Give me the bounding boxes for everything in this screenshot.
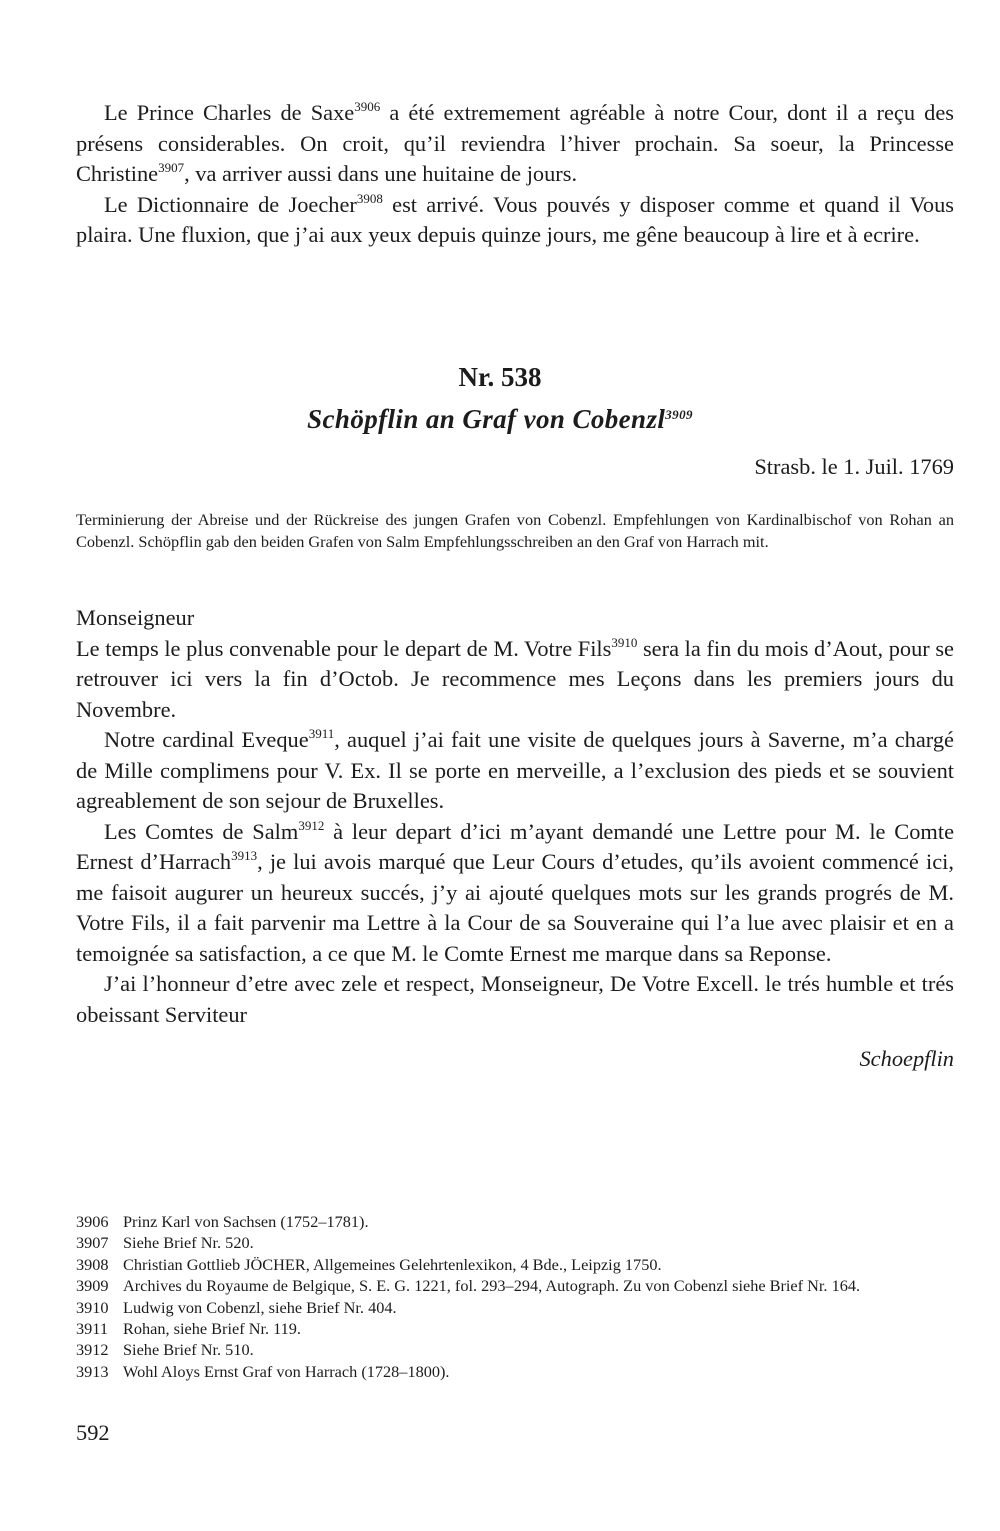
footnote-text: Siehe Brief Nr. 520. [123,1233,254,1253]
paragraph: Le temps le plus convenable pour le depart de M. Votre Fils$^{3910}$ sera la fin du mois d’Aout, pour se retrouver ici vers la fin d’Octob. Je recommence mes Leçons dans les premiers jours du Novembre. [76,634,954,722]
page-number: 592 [76,1420,110,1445]
footnote-text: Wohl Aloys Ernst Graf von Harrach (1728–1800). [123,1361,450,1381]
footnote-number: 3912 [76,1340,109,1360]
footnote-ref: 3908 [356,190,383,206]
footnote-number: 3908 [76,1254,109,1274]
footnote-number: 3909 [76,1276,109,1296]
footnote [76,1361,954,1382]
footnote [76,1339,954,1360]
paragraph: Notre cardinal Eveque$^{3911}$, auquel j’ai fait une visite de quelques jours à Saverne, m’a chargé de Mille complimens pour V. Ex. Il se porte en merveille, a l’exclusion des pieds et se souvient agreablement de son sejour de Bruxelles. [76,726,954,813]
footnote [76,1297,954,1318]
footnote-ref: 3912 [298,817,325,833]
footnote-text: Ludwig von Cobenzl, siehe Brief Nr. 404. [123,1297,397,1317]
dateline: Strasb. le 1. Juil. 1769 [754,454,954,479]
footnote-number: 3910 [76,1297,109,1317]
footnote [76,1232,954,1253]
letter-summary: Terminierung der Abreise und der Rückreise des jungen Grafen von Cobenzl. Empfehlungen von Kardinalbischof von Rohan an Cobenzl. Schöpflin gab den beiden Grafen von Salm Empfehlungsschreiben an den Graf von Harrach mit. [76,510,954,552]
footnote-ref: 3913 [231,848,258,863]
footnote-ref: 3906 [354,99,381,114]
footnote-text: Prinz Karl von Sachsen (1752–1781). [123,1212,369,1231]
footnote-text: Siehe Brief Nr. 510. [123,1340,254,1360]
footnote-number: 3911 [76,1319,108,1339]
footnote-text: Christian Gottlieb JÖCHER, Allgemeines Gelehrtenlexikon, 4 Bde., Leipzig 1750. [123,1254,662,1274]
footnote [76,1254,954,1275]
paragraph: Le Dictionnaire de Joecher$^{3908}$ est arrivé. Vous pouvés y disposer comme et quand il Vous plaira. Une fluxion, que j’ai aux yeux depuis quinze jours, me gêne beaucoup à lire et à ecrire. [76,190,954,247]
footnote [76,1275,954,1296]
letter-number: Nr. 538 [458,362,542,392]
footnote-text: Rohan, siehe Brief Nr. 119. [123,1319,302,1339]
footnote-number: 3907 [76,1233,109,1253]
letter-title: Schöpflin an Graf von Cobenzl$^{3909}$ [307,404,693,434]
footnote-number: 3906 [76,1212,109,1231]
paragraph: J’ai l’honneur d’etre avec zele et respect, Monseigneur, De Votre Excell. le trés humble et trés obeissant Serviteur [76,971,954,1027]
footnote-text: Archives du Royaume de Belgique, S. E. G. 1221, fol. 293–294, Autograph. Zu von Cobenzl siehe Brief Nr. 164. [123,1276,861,1296]
footnote-ref: 3911 [308,726,335,741]
paragraph: Le Prince Charles de Saxe$^{3906}$ a été extremement agréable à notre Cour, dont il a reçu des présens considerables. On croit, qu’il reviendra l’hiver prochain. Sa soeur, la Princesse Christine$^{3907}$, va arriver aussi dans une huitaine de jours. [76,99,955,186]
footnote-ref: 3907 [158,160,185,175]
letter-body [76,603,954,1030]
previous-letter-text [76,98,954,251]
footnotes [76,1211,954,1382]
footnote [76,1318,954,1339]
signature: Schoepflin [859,1046,954,1071]
paragraph: Les Comtes de Salm$^{3912}$ à leur depart d’ici m’ayant demandé une Lettre pour M. le Comte Ernest d’Harrach$^{3913}$, je lui avois marqué que Leur Cours d’etudes, qu’ils avoient commencé ici, me faisoit augurer un heureux succés, j’y ai ajouté quelques mots sur les grands progrés de M. Votre Fils, il a fait parvenir ma Lettre à la Cour de sa Souveraine qui l’a lue avec plaisir et en a temoignée sa satisfaction, a ce que M. le Comte Ernest me marque dans sa Reponse. [76,817,955,966]
footnote-number: 3913 [76,1361,109,1381]
footnote-ref: 3909 [665,407,693,422]
footnote-ref: 3910 [611,634,638,650]
salutation: Monseigneur [76,605,195,630]
footnote [76,1211,954,1232]
